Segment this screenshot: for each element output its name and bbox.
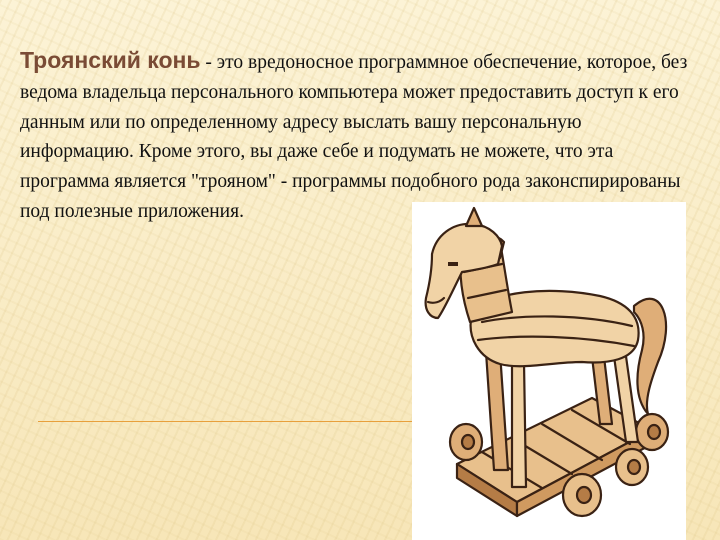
trojan-horse-icon — [412, 202, 686, 540]
slide-title: Троянский конь — [20, 47, 201, 73]
slide-body: - это вредоносное программное обеспечение, которое, без ведома владельца персонального компьютера может предоставить доступ к его данным или по определенному адресу выслать вашу персональную информацию. Кроме этого, вы даже себе и подумать не можете, что эта программа является "трояном" - программы подобного рода законспирированы под полезные приложения. — [20, 52, 688, 222]
slide-text — [20, 46, 695, 227]
divider-line — [38, 421, 412, 422]
trojan-horse-image — [412, 202, 686, 540]
